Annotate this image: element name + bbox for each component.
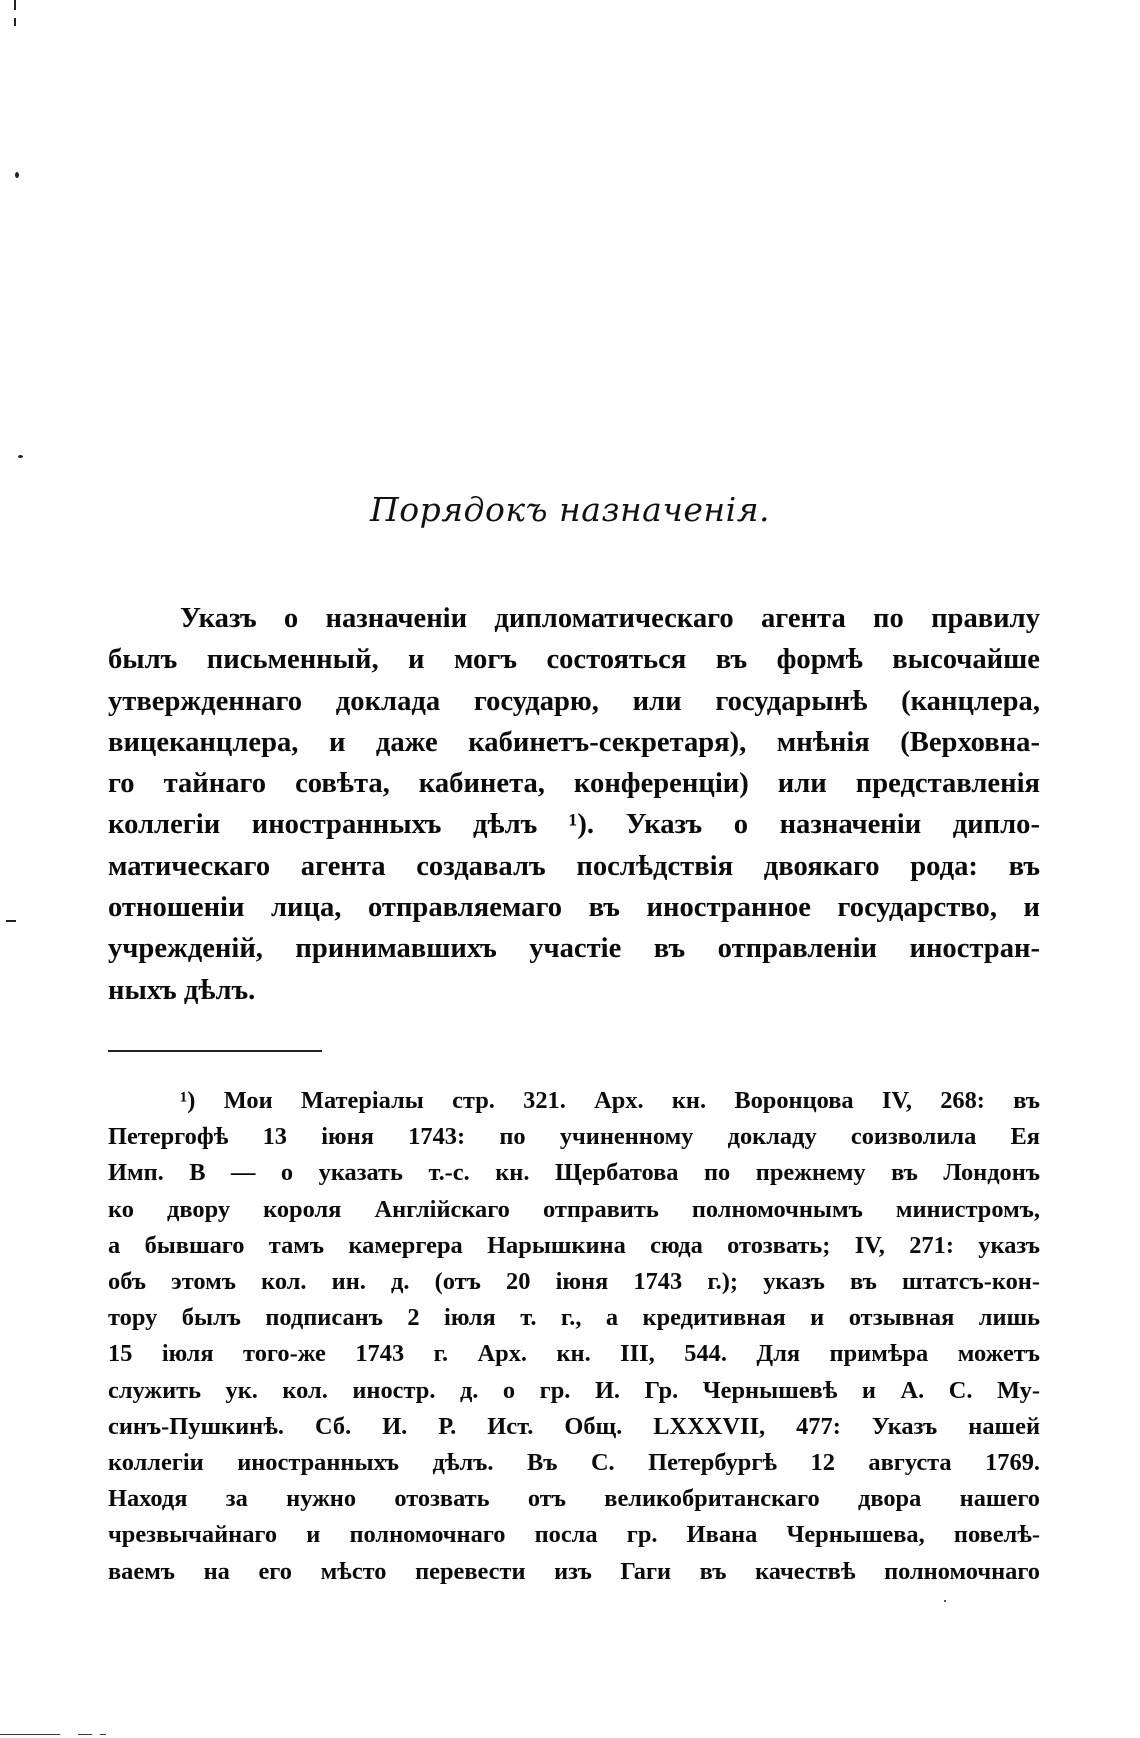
text-line: отношеніи лица, отправляемаго въ иностранное государство, и [108, 892, 1040, 924]
text-line: былъ письменный, и могъ состояться въ формѣ высочайше [108, 644, 1040, 676]
footnote-line: Петергофѣ 13 іюня 1743: по учиненному докладу соизволила Ея [108, 1123, 1040, 1151]
footnote [108, 1083, 1040, 1590]
text-line: утвержденнаго доклада государю, или государынѣ (канцлера, [108, 685, 1040, 717]
footnote-separator [108, 1050, 322, 1052]
scan-mark [944, 1600, 946, 1602]
footnote-line: а бывшаго тамъ камергера Нарышкина сюда отозвать; IV, 271: указъ [108, 1231, 1040, 1259]
text-line: го тайнаго совѣта, кабинета, конференціи) или представленія [108, 768, 1040, 800]
text-line: коллегіи иностранныхъ дѣлъ ¹). Указъ о назначеніи дипло- [108, 809, 1040, 841]
section-heading: Порядокъ назначенія. [369, 490, 771, 529]
footnote-line: ваемъ на его мѣсто перевести изъ Гаги въ качествѣ полномочнаго [108, 1557, 1040, 1585]
scan-mark [15, 172, 19, 178]
footnote-line: ¹) Мои Матеріалы стр. 321. Арх. кн. Воронцова IV, 268: въ [180, 1087, 1040, 1114]
text-line: матическаго агента создавалъ послѣдствія двоякаго рода: въ [108, 850, 1040, 882]
footnote-line: объ этомъ кол. ин. д. (отъ 20 іюня 1743 г.); указъ въ штатсъ-кон- [108, 1268, 1040, 1296]
text-line: ныхъ дѣлъ. [108, 974, 256, 1006]
text-line: Указъ о назначеніи дипломатическаго агента по правилу [180, 603, 1040, 634]
footnote-line: синъ-Пушкинѣ. Сб. И. Р. Ист. Общ. LXXXVII, 477: Указъ нашей [108, 1412, 1040, 1440]
scan-mark [100, 1734, 106, 1735]
footnote-line: коллегіи иностранныхъ дѣлъ. Въ С. Петербургѣ 12 августа 1769. [108, 1449, 1040, 1477]
footnote-line: служить ук. кол. иностр. д. о гр. И. Гр. Чернышевѣ и А. С. Му- [108, 1376, 1040, 1404]
footnote-line: 15 іюля того-же 1743 г. Арх. кн. III, 544. Для примѣра можетъ [108, 1340, 1040, 1368]
scan-mark [18, 455, 23, 458]
scan-mark [6, 920, 16, 922]
text-line: учрежденій, принимавшихъ участіе въ отправленіи иностран- [108, 933, 1040, 965]
footnote-line: Находя за нужно отозвать отъ великобританскаго двора нашего [108, 1485, 1040, 1513]
scan-mark [14, 0, 16, 10]
footnote-line: тору былъ подписанъ 2 іюля т. г., а кредитивная и отзывная лишь [108, 1304, 1040, 1332]
main-paragraph [108, 598, 1040, 1011]
scan-mark [14, 18, 16, 26]
text-line: вицеканцлера, и даже кабинетъ-секретаря), мнѣнія (Верховна- [108, 726, 1040, 758]
footnote-line: ко двору короля Англійскаго отправить полномочнымъ министромъ, [108, 1195, 1040, 1223]
scan-mark [78, 1734, 92, 1735]
footnote-line: чрезвычайнаго и полномочнаго посла гр. Ивана Чернышева, повелѣ- [108, 1521, 1040, 1549]
scan-mark [0, 1734, 60, 1735]
footnote-line: Имп. В — о указать т.-с. кн. Щербатова по прежнему въ Лондонъ [108, 1159, 1040, 1187]
